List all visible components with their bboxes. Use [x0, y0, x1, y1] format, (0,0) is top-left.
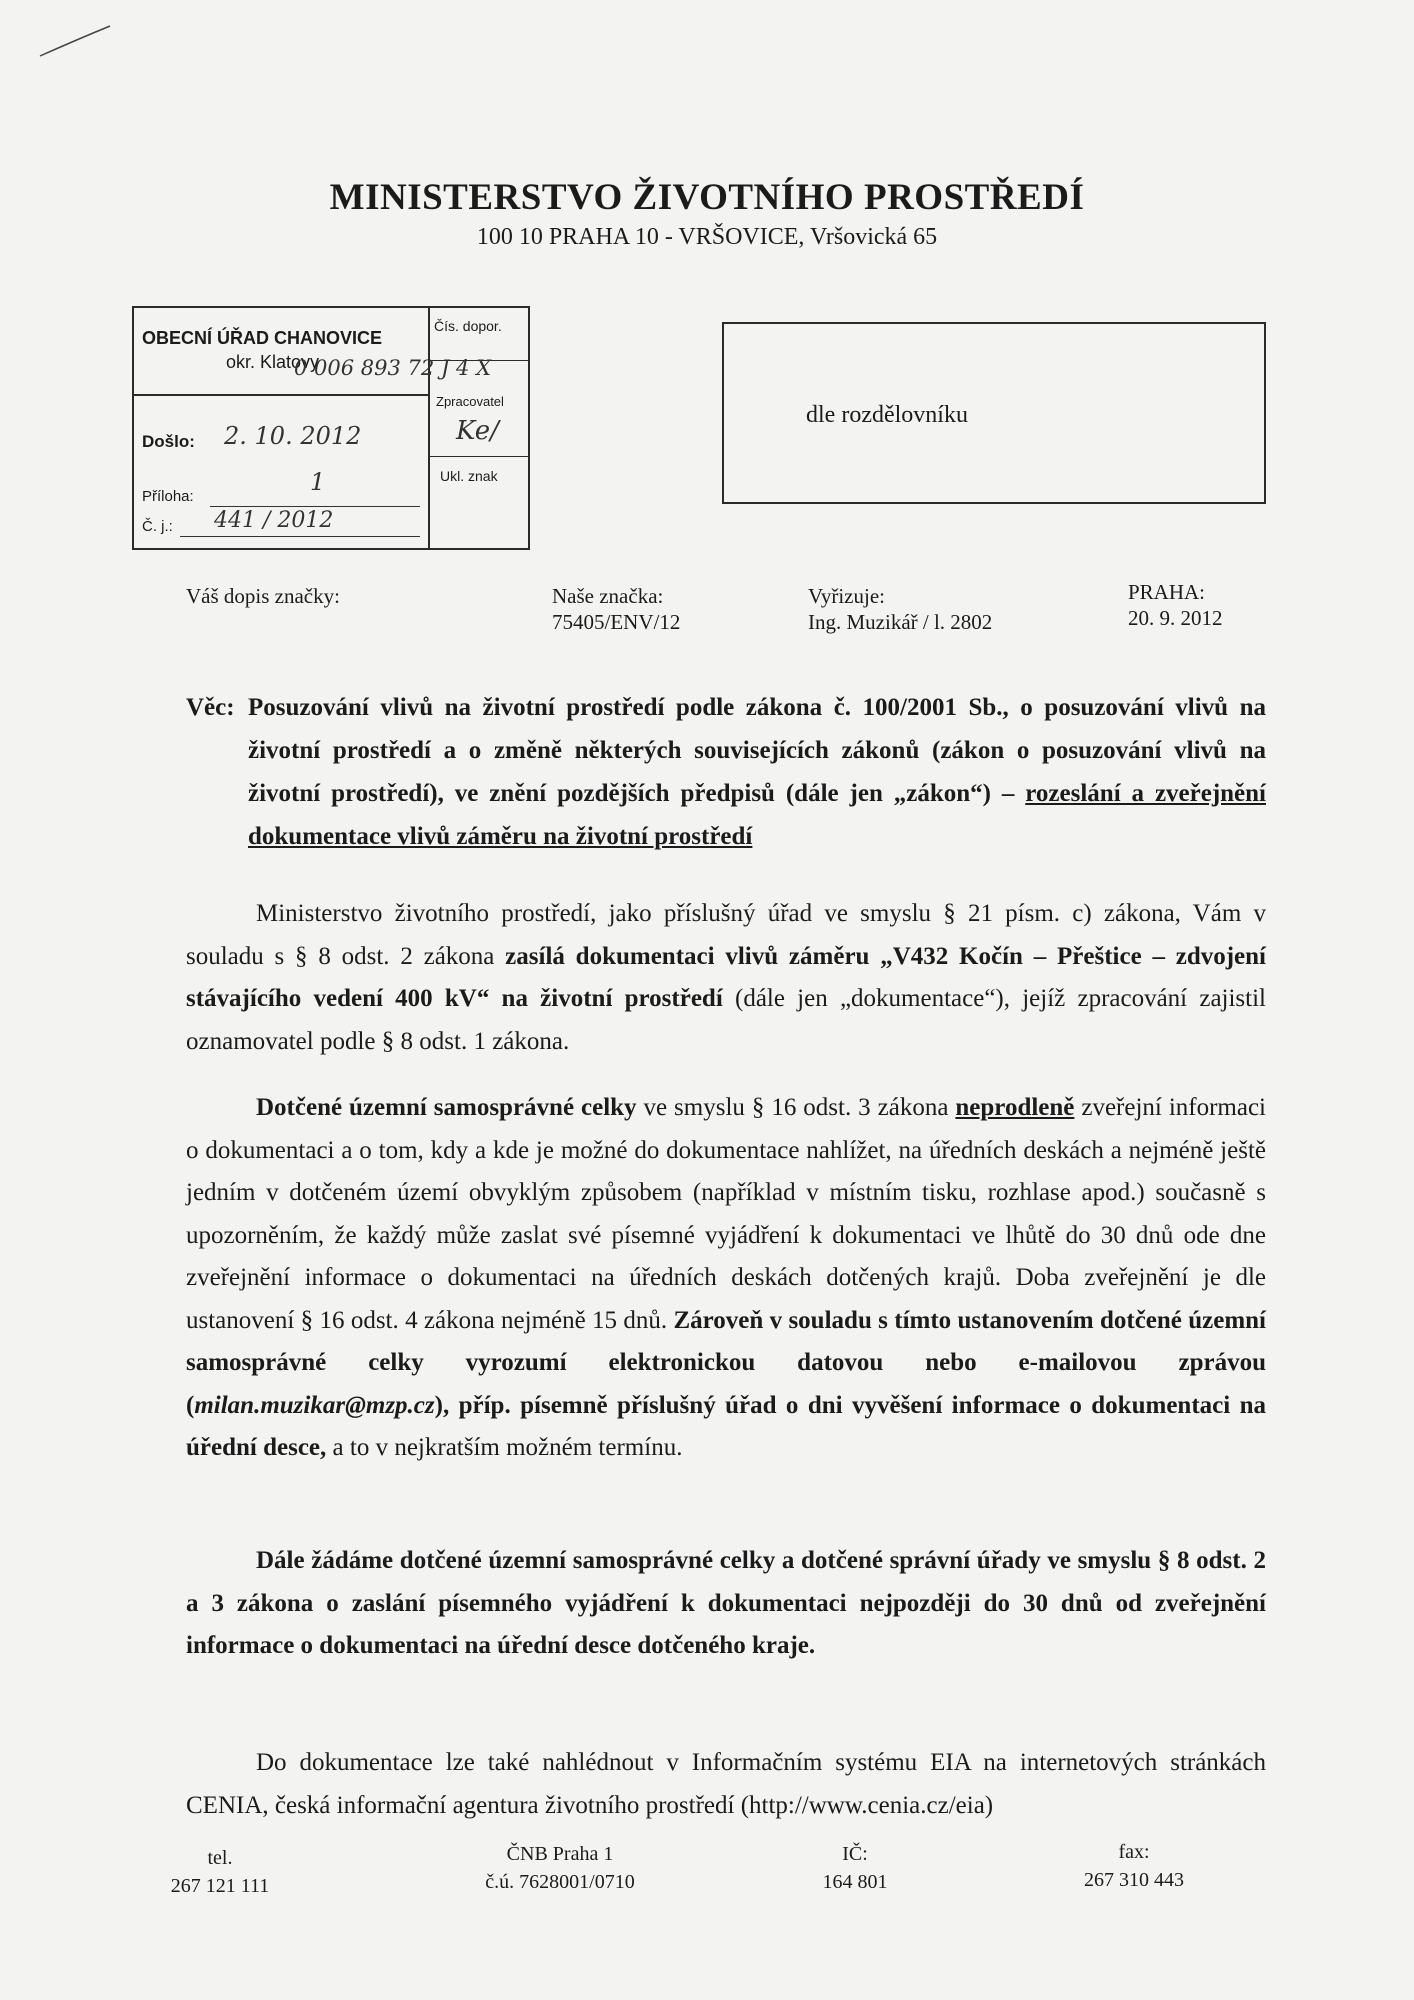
- paragraph-1: [186, 893, 1266, 1063]
- letter-date: 20. 9. 2012: [1128, 606, 1223, 630]
- stamp-office-name: OBECNÍ ÚŘAD CHANOVICE: [142, 328, 383, 348]
- our-ref-label: Naše značka:: [552, 584, 664, 608]
- stamp-reg-number-label: Čís. dopor.: [434, 318, 502, 334]
- p2-text-e: Zároveň v souladu s tímto ustanovením dotčené územní samosprávné celky vyrozumí elektronickou datovou nebo e-mailovou zprávou (: [186, 1306, 1266, 1419]
- stamp-ref-label: Č. j.:: [142, 518, 173, 535]
- footer-fax: [1064, 1838, 1204, 1894]
- pen-stroke-mark: [36, 22, 116, 62]
- stamp-file-code-label: Ukl. znak: [440, 468, 498, 484]
- registry-stamp: [132, 306, 530, 550]
- handled-by-value: Ing. Muzikář / l. 2802: [808, 610, 993, 634]
- footer-bank-value: č.ú. 7628001/0710: [485, 1871, 635, 1893]
- subject-details: , o posuzování vlivů na životní prostředí a o změně některých souvisejících zákonů (zákon o posuzování vlivů na životní prostředí), ve znění pozdějších předpisů (dále jen „zákon“) –: [248, 694, 1266, 807]
- your-ref-label: Váš dopis značky:: [186, 584, 340, 608]
- stamp-processor-label: Zpracovatel: [436, 394, 504, 409]
- subject-lead: Věc:: [186, 694, 235, 721]
- paragraph-2: [186, 1087, 1266, 1470]
- stamp-received-label: Došlo:: [142, 432, 195, 451]
- stamp-attachments-value: 1: [310, 468, 326, 496]
- footer-tel: [160, 1844, 280, 1900]
- footer-fax-value: 267 310 443: [1084, 1869, 1184, 1891]
- p1-text-c: (dále jen „dokumentace“), jejíž zpracování zajistil oznamovatel podle § 8 odst. 1 zákona.: [186, 985, 1266, 1055]
- our-ref-value: 75405/ENV/12: [552, 610, 681, 634]
- footer-ico-value: 164 801: [822, 1871, 888, 1893]
- p2-text-a: Dotčené územní samosprávné celky: [256, 1094, 637, 1121]
- stamp-district: okr. Klatovy: [226, 352, 320, 372]
- p2-text-g: a to v nejkratším možném termínu.: [326, 1434, 683, 1461]
- subject-title: Posuzování vlivů na životní prostředí podle zákona č. 100/2001 Sb.: [248, 694, 1003, 721]
- place-label: PRAHA:: [1128, 580, 1206, 604]
- footer-tel-value: 267 121 111: [170, 1875, 270, 1897]
- stamp-divider: [428, 456, 528, 457]
- ministry-title: MINISTERSTVO ŽIVOTNÍHO PROSTŘEDÍ: [329, 177, 1085, 218]
- paragraph-3: [186, 1540, 1266, 1668]
- stamp-received-date: 2. 10. 2012: [224, 422, 362, 450]
- p2-text-f: ), příp. písemně příslušný úřad o dni vyvěšení informace o dokumentaci na úřední desce,: [186, 1391, 1266, 1461]
- p2-text-d: zveřejní informaci o dokumentaci a o tom, kdy a kde je možné do dokumentace nahlížet, na úředních deskách a nejméně ještě jedním v dotčeném území obvyklým způsobem (například v místním tisku, rozhlase apod.) současně s upozorněním, že každý může zaslat své písemné vyjádření k dokumentaci ve lhůtě do 30 dnů ode dne zveřejnění informace o dokumentaci na úředních deskách dotčených krajů. Doba zveřejnění je dle ustanovení § 16 odst. 4 zákona nejméně 15 dnů.: [186, 1094, 1266, 1334]
- p2-text-c: neprodleně: [955, 1094, 1075, 1121]
- paragraph-4: [186, 1742, 1266, 1827]
- footer-ico: [790, 1840, 920, 1896]
- ministry-address: 100 10 PRAHA 10 - VRŠOVICE, Vršovická 65: [476, 224, 938, 250]
- p3-text: Dále žádáme dotčené územní samosprávné celky a dotčené správní úřady ve smyslu § 8 odst. 2 a 3 zákona o zaslání písemného vyjádření k dokumentaci nejpozději do 30 dnů od zveřejnění informace o dokumentaci na úřední desce dotčeného kraje.: [186, 1547, 1266, 1659]
- stamp-line: [180, 536, 420, 537]
- footer-bank-label: ČNB Praha 1: [506, 1843, 614, 1865]
- subject-underlined: rozeslání a zveřejnění dokumentace vlivů záměru na životní prostředí: [248, 780, 1266, 850]
- footer-bank: [440, 1840, 680, 1896]
- footer-fax-label: fax:: [1118, 1841, 1150, 1863]
- handled-by-label: Vyřizuje:: [808, 584, 885, 608]
- p2-email: milan.muzikar@mzp.cz: [194, 1391, 435, 1419]
- p4-text: Do dokumentace lze také nahlédnout v Informačním systému EIA na internetových stránkách CENIA, česká informační agentura životního prostředí (http://www.cenia.cz/eia): [186, 1749, 1266, 1819]
- stamp-ref-value: 441 / 2012: [214, 508, 334, 533]
- footer-tel-label: tel.: [207, 1847, 233, 1869]
- p1-text-bold: zasílá dokumentaci vlivů záměru „V432 Kočín – Přeštice – zdvojení stávajícího vedení 400 kV“ na životní prostředí: [186, 942, 1266, 1012]
- stamp-reg-number-value: 0 006 893 72 J 4 X: [294, 356, 492, 380]
- stamp-divider: [428, 308, 430, 548]
- stamp-attachments-label: Příloha:: [142, 488, 194, 505]
- p1-text-a: Ministerstvo životního prostředí, jako příslušný úřad ve smyslu § 21 písm. c) zákona, Vám v souladu s § 8 odst. 2 zákona: [186, 900, 1266, 970]
- stamp-line: [210, 506, 420, 507]
- recipient-text: dle rozdělovníku: [806, 402, 968, 428]
- p2-text-b: ve smyslu § 16 odst. 3 zákona: [636, 1094, 956, 1121]
- stamp-divider: [134, 394, 428, 396]
- recipient-box: [722, 322, 1266, 504]
- subject-block: [186, 686, 1266, 858]
- footer-ico-label: IČ:: [842, 1843, 868, 1865]
- stamp-processor-value: Ke/: [456, 416, 499, 446]
